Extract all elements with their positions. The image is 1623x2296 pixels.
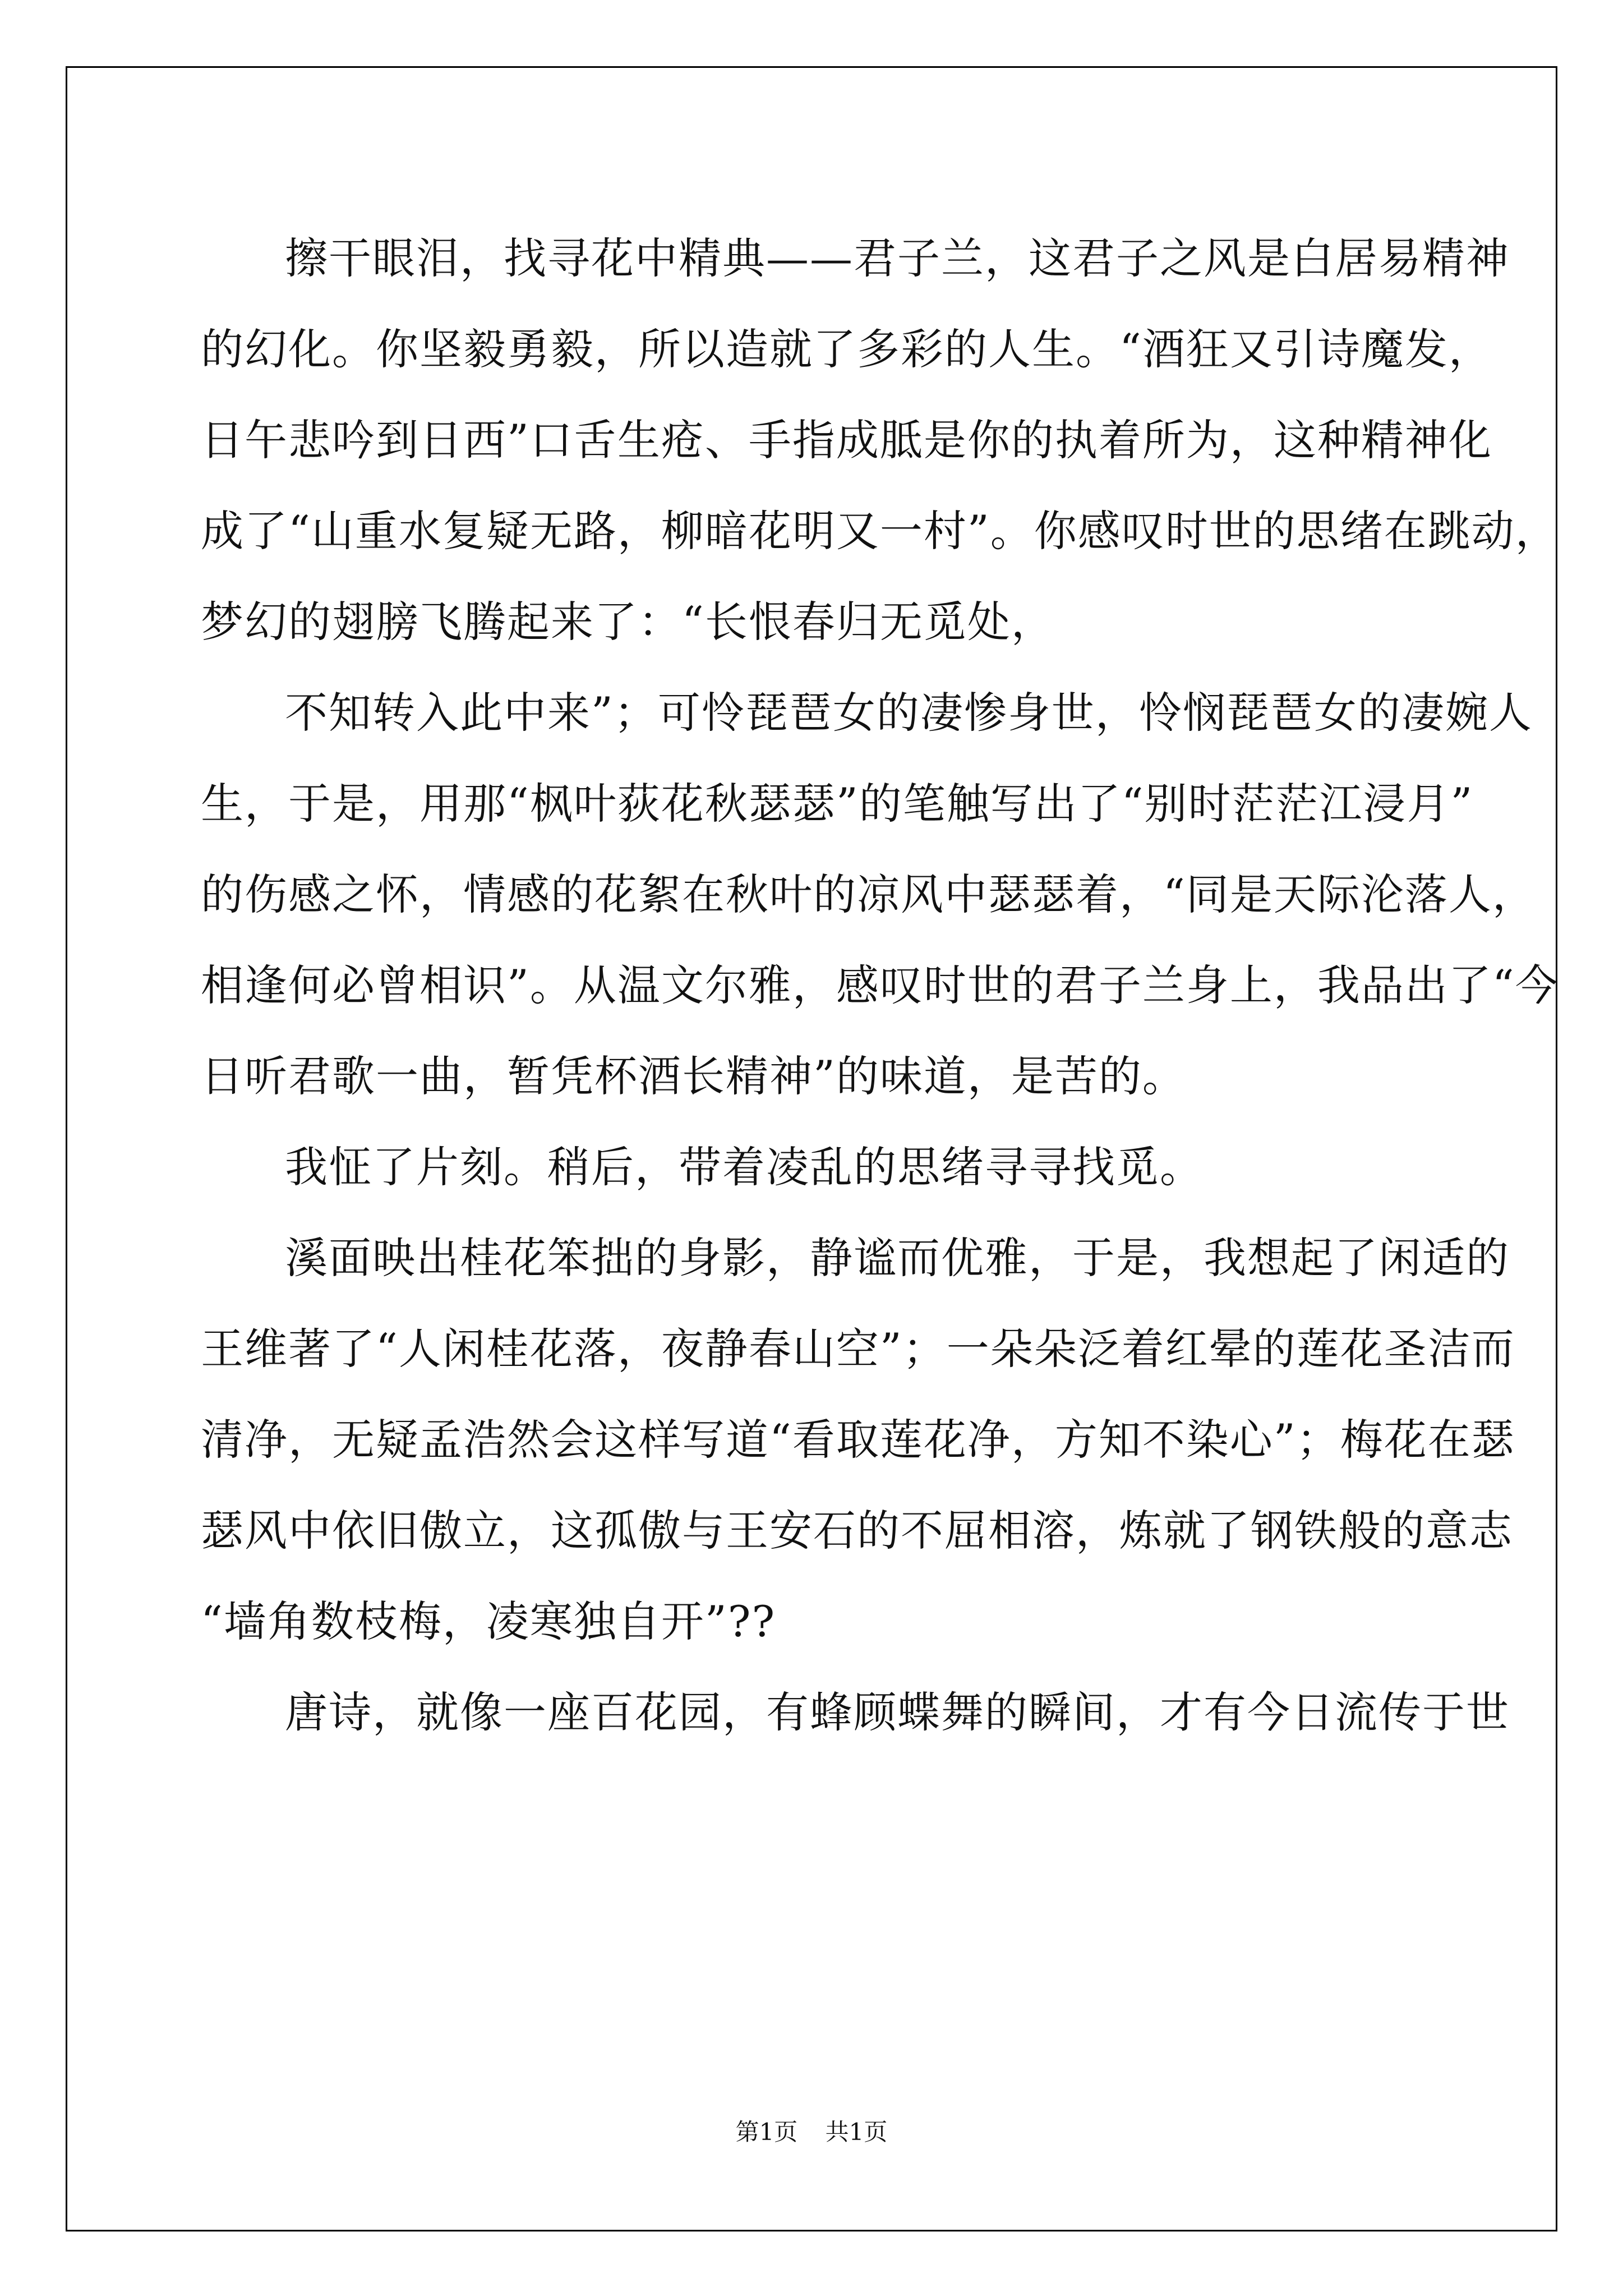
text-line: 不知转入此中来”；可怜琵琶女的凄惨身世，怜悯琵琶女的凄婉人 bbox=[285, 688, 1533, 738]
text-line: 擦干眼泪，找寻花中精典——君子兰，这君子之风是白居易精神 bbox=[285, 233, 1510, 283]
text-line: 我怔了片刻。稍后，带着凌乱的思绪寻寻找觅。 bbox=[285, 1142, 1204, 1192]
page-total: 共1页 bbox=[825, 2118, 888, 2146]
text-line: 溪面映出桂花笨拙的身影，静谧而优雅，于是，我想起了闲适的 bbox=[285, 1233, 1510, 1283]
text-line: 日听君歌一曲，暂凭杯酒长精神”的味道，是苦的。 bbox=[201, 1051, 1186, 1101]
text-line: 生，于是，用那“枫叶荻花秋瑟瑟”的笔触写出了“别时茫茫江浸月” bbox=[201, 779, 1474, 829]
text-line: “墙角数枝梅，凌寒独自开”?? bbox=[201, 1596, 776, 1646]
text-line: 成了“山重水复疑无路，柳暗花明又一村”。你感叹时世的思绪在跳动， bbox=[201, 506, 1559, 556]
text-line: 清净，无疑孟浩然会这样写道“看取莲花净，方知不染心”；梅花在瑟 bbox=[201, 1415, 1515, 1465]
text-line: 王维著了“人闲桂花落，夜静春山空”；一朵朵泛着红晕的莲花圣洁而 bbox=[201, 1324, 1515, 1374]
text-line: 的幻化。你坚毅勇毅，所以造就了多彩的人生。“酒狂又引诗魔发， bbox=[201, 324, 1492, 374]
text-line: 唐诗，就像一座百花园，有蜂顾蝶舞的瞬间，才有今日流传于世 bbox=[285, 1687, 1510, 1737]
page-number: 第1页 bbox=[735, 2118, 798, 2146]
text-line: 瑟风中依旧傲立，这孤傲与王安石的不屈相溶，炼就了钢铁般的意志 bbox=[201, 1506, 1513, 1556]
text-line: 的伤感之怀，情感的花絮在秋叶的凉风中瑟瑟着，“同是天际沦落人， bbox=[201, 869, 1536, 919]
text-line: 梦幻的翅膀飞腾起来了：“长恨春归无觅处， bbox=[201, 597, 1055, 647]
text-line: 日午悲吟到日西”口舌生疮、手指成胝是你的执着所为，这种精神化 bbox=[201, 415, 1492, 465]
document-body bbox=[201, 213, 1559, 1758]
text-line: 相逢何必曾相识”。从温文尔雅，感叹时世的君子兰身上，我品出了“今 bbox=[201, 960, 1559, 1010]
page-footer bbox=[0, 2114, 1623, 2147]
